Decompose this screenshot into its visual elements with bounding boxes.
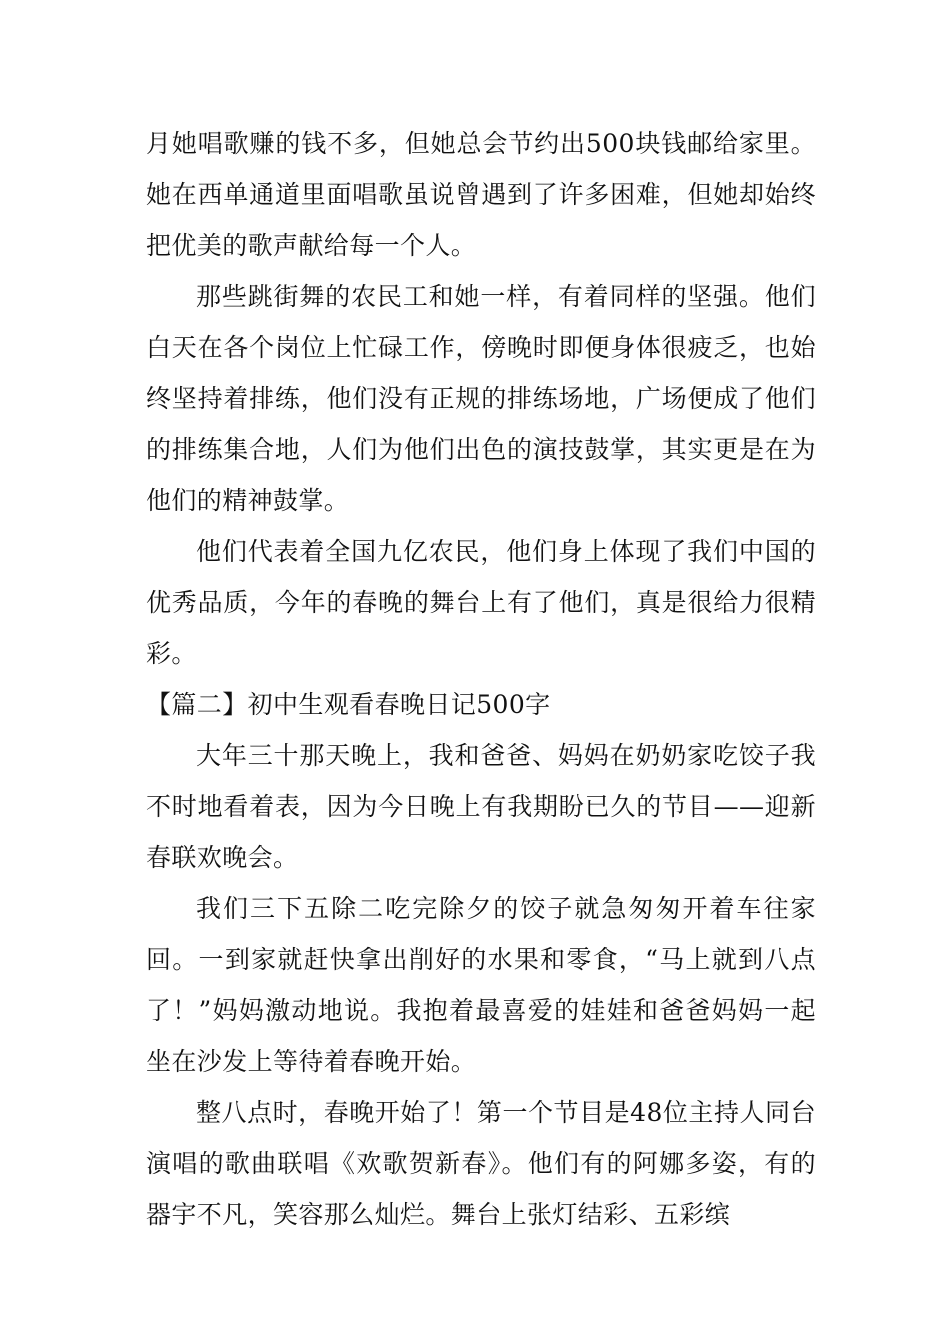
paragraph-continued: 月她唱歌赚的钱不多，但她总会节约出500块钱邮给家里。她在西单通道里面唱歌虽说曾遇到了许多困难，但她却始终把优美的歌声献给每一个人。 (146, 129, 816, 260)
paragraph: 那些跳街舞的农民工和她一样，有着同样的坚强。他们白天在各个岗位上忙碌工作，傍晚时即便身体很疲乏，也始终坚持着排练，他们没有正规的排练场地，广场便成了他们的排练集合地，人们为他们出色的演技鼓掌，其实更是在为他们的精神鼓掌。 (146, 282, 816, 515)
document-body (146, 118, 816, 1240)
paragraph: 他们代表着全国九亿农民，他们身上体现了我们中国的优秀品质，今年的春晚的舞台上有了他们，真是很给力很精彩。 (146, 537, 816, 668)
paragraph: 大年三十那天晚上，我和爸爸、妈妈在奶奶家吃饺子我不时地看着表，因为今日晚上有我期盼已久的节目——迎新春联欢晚会。 (146, 741, 816, 872)
paragraph: 我们三下五除二吃完除夕的饺子就急匆匆开着车往家回。一到家就赶快拿出削好的水果和零食，“马上就到八点了！”妈妈激动地说。我抱着最喜爱的娃娃和爸爸妈妈一起坐在沙发上等待着春晚开始。 (146, 894, 816, 1076)
section-heading: 【篇二】初中生观看春晚日记500字 (146, 690, 551, 719)
paragraph: 整八点时，春晚开始了！第一个节目是48位主持人同台演唱的歌曲联唱《欢歌贺新春》。他们有的阿娜多姿，有的器宇不凡，笑容那么灿烂。舞台上张灯结彩、五彩缤 (146, 1098, 816, 1229)
